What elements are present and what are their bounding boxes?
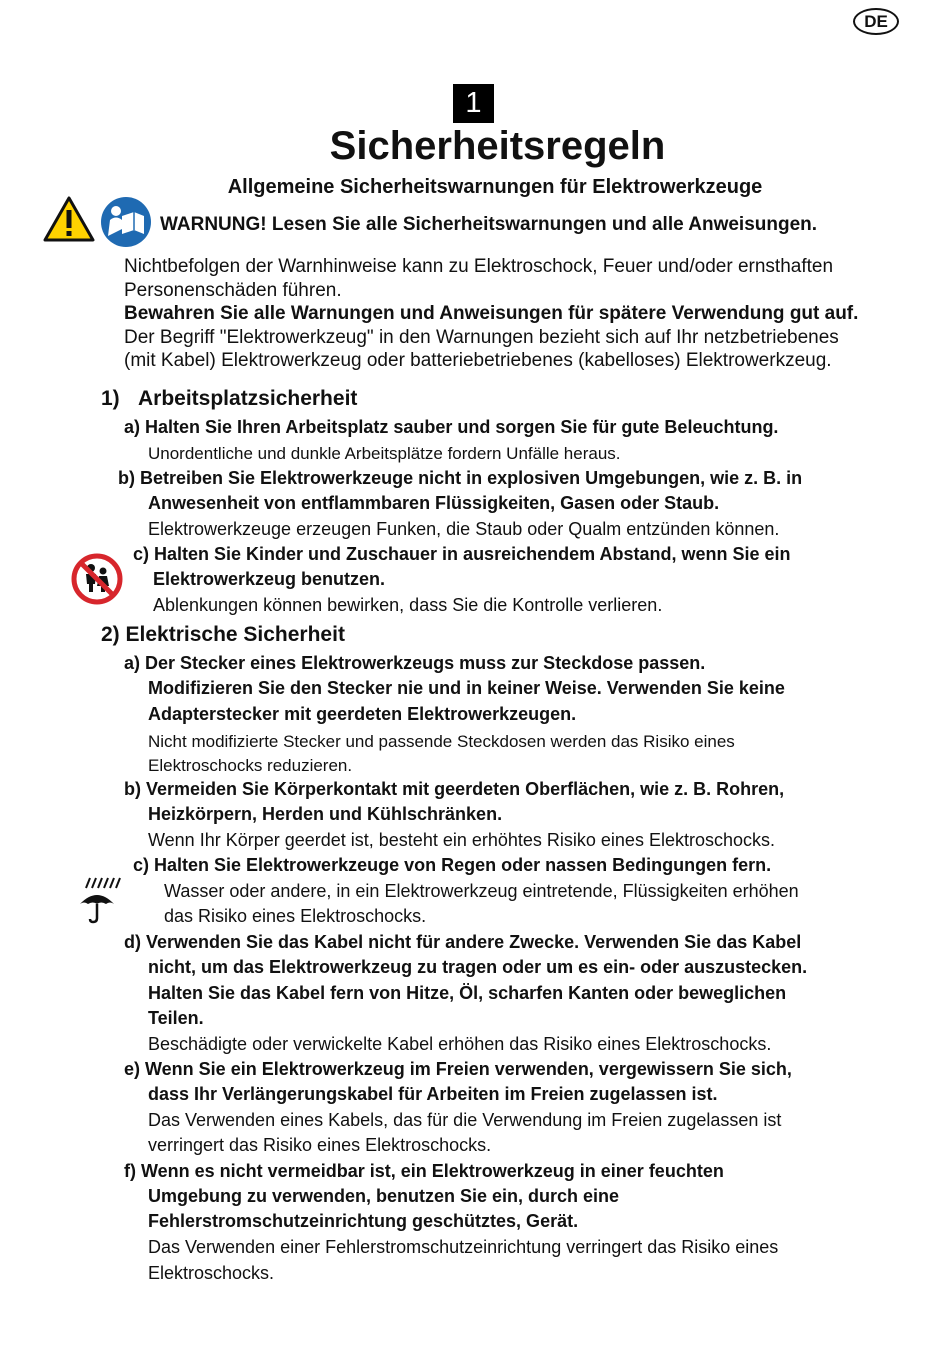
rule-2c-text: Wasser oder andere, in ein Elektrowerkzeug eintretende, Flüssigkeiten erhöhen xyxy=(164,881,799,901)
rule-2f-heading: Fehlerstromschutzeinrichtung geschütztes, Gerät. xyxy=(148,1211,579,1231)
read-manual-icon xyxy=(100,196,152,248)
intro-bold-notice: Bewahren Sie alle Warnungen und Anweisungen für spätere Verwendung gut auf. xyxy=(124,303,859,324)
language-badge-label: DE xyxy=(864,11,888,31)
warning-statement: WARNUNG! Lesen Sie alle Sicherheitswarnungen und alle Anweisungen. xyxy=(160,214,818,235)
page-title: Sicherheitsregeln xyxy=(329,124,666,168)
rule-2d-heading: nicht, um das Elektrowerkzeug zu tragen oder um es ein- oder auszustecken. xyxy=(148,957,808,977)
rule-2a-text: Elektroschocks reduzieren. xyxy=(148,756,353,775)
rule-2d-heading: Halten Sie das Kabel fern von Hitze, Öl, scharfen Kanten oder beweglichen xyxy=(148,983,787,1003)
page-subtitle: Allgemeine Sicherheitswarnungen für Elektrowerkzeuge xyxy=(227,176,763,198)
section-1-heading: Arbeitsplatzsicherheit xyxy=(138,387,358,410)
rule-2d-heading: Teilen. xyxy=(148,1008,204,1028)
rule-1b-heading: Anwesenheit von entflammbaren Flüssigkeiten, Gasen oder Staub. xyxy=(148,493,720,513)
rule-2d-text: Beschädigte oder verwickelte Kabel erhöhen das Risiko eines Elektroschocks. xyxy=(148,1034,772,1054)
rule-2e-text: verringert das Risiko eines Elektroschocks. xyxy=(148,1135,492,1155)
rule-2a-heading: a) Der Stecker eines Elektrowerkzeugs muss zur Steckdose passen. xyxy=(124,653,706,673)
intro-text-line: Personenschäden führen. xyxy=(124,280,342,301)
language-badge xyxy=(853,8,899,35)
rule-2f-heading: Umgebung zu verwenden, benutzen Sie ein, durch eine xyxy=(148,1186,620,1206)
rule-2e-heading: e) Wenn Sie ein Elektrowerkzeug im Freien verwenden, vergewissern Sie sich, xyxy=(124,1059,792,1079)
intro-text-line: Der Begriff "Elektrowerkzeug" in den Warnungen bezieht sich auf Ihr netzbetriebenes xyxy=(124,327,839,348)
section-2-heading: 2) Elektrische Sicherheit xyxy=(101,623,345,646)
no-children-icon xyxy=(70,552,124,606)
rule-2c-heading: c) Halten Sie Elektrowerkzeuge von Regen oder nassen Bedingungen fern. xyxy=(133,855,772,875)
rule-1c-heading: c) Halten Sie Kinder und Zuschauer in ausreichendem Abstand, wenn Sie ein xyxy=(133,544,791,564)
intro-text-line: Nichtbefolgen der Warnhinweise kann zu Elektroschock, Feuer und/oder ernsthaften xyxy=(124,256,834,277)
rule-2d-heading: d) Verwenden Sie das Kabel nicht für andere Zwecke. Verwenden Sie das Kabel xyxy=(124,932,802,952)
rule-2e-text: Das Verwenden eines Kabels, das für die Verwendung im Freien zugelassen ist xyxy=(148,1110,782,1130)
rule-1a-text: Unordentliche und dunkle Arbeitsplätze fordern Unfälle heraus. xyxy=(148,444,621,463)
rule-2b-text: Wenn Ihr Körper geerdet ist, besteht ein erhöhtes Risiko eines Elektroschocks. xyxy=(148,830,775,850)
rule-2b-heading: b) Vermeiden Sie Körperkontakt mit geerdeten Oberflächen, wie z. B. Rohren, xyxy=(124,779,785,799)
rule-2f-heading: f) Wenn es nicht vermeidbar ist, ein Elektrowerkzeug in einer feuchten xyxy=(124,1161,724,1181)
chapter-number: 1 xyxy=(453,84,494,123)
intro-text-line: (mit Kabel) Elektrowerkzeug oder batteriebetriebenes (kabelloses) Elektrowerkzeug. xyxy=(124,350,832,371)
rain-umbrella-icon xyxy=(78,876,124,924)
rule-1b-text: Elektrowerkzeuge erzeugen Funken, die Staub oder Qualm entzünden können. xyxy=(148,519,780,539)
rule-2c-text: das Risiko eines Elektroschocks. xyxy=(164,906,427,926)
rule-1c-text: Ablenkungen können bewirken, dass Sie die Kontrolle verlieren. xyxy=(153,595,663,615)
rule-1c-heading: Elektrowerkzeug benutzen. xyxy=(153,569,386,589)
rule-2a-heading: Adapterstecker mit geerdeten Elektrowerkzeugen. xyxy=(148,704,577,724)
rule-2f-text: Das Verwenden einer Fehlerstromschutzeinrichtung verringert das Risiko eines xyxy=(148,1237,779,1257)
rule-2b-heading: Heizkörpern, Herden und Kühlschränken. xyxy=(148,804,503,824)
rule-1a-heading: a) Halten Sie Ihren Arbeitsplatz sauber und sorgen Sie für gute Beleuchtung. xyxy=(124,417,779,437)
rule-1b-heading: b) Betreiben Sie Elektrowerkzeuge nicht in explosiven Umgebungen, wie z. B. in xyxy=(118,468,803,488)
rule-2e-heading: dass Ihr Verlängerungskabel für Arbeiten im Freien zugelassen ist. xyxy=(148,1084,718,1104)
rule-2f-text: Elektroschocks. xyxy=(148,1263,275,1283)
warning-triangle-icon xyxy=(42,195,96,243)
rule-2a-text: Nicht modifizierte Stecker und passende Steckdosen werden das Risiko eines xyxy=(148,732,735,751)
section-1-number: 1) xyxy=(101,387,120,410)
rule-2a-heading: Modifizieren Sie den Stecker nie und in keiner Weise. Verwenden Sie keine xyxy=(148,678,785,698)
